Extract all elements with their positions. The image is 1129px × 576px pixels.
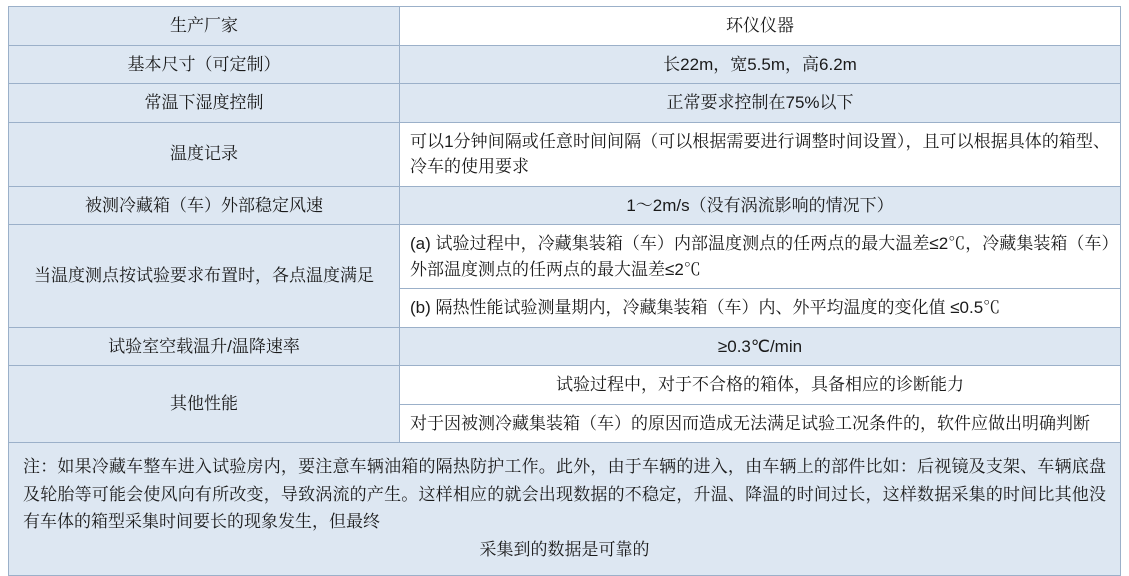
table-row [9, 327, 1121, 366]
row-value: 对于因被测冷藏集装箱（车）的原因而造成无法满足试验工况条件的，软件应做出明确判断 [400, 404, 1121, 443]
row-value: ≥0.3℃/min [400, 327, 1121, 366]
table-row [9, 186, 1121, 225]
table-note-row [9, 443, 1121, 576]
row-value: 试验过程中，对于不合格的箱体，具备相应的诊断能力 [400, 366, 1121, 405]
note-cell [9, 443, 1121, 576]
row-label: 其他性能 [9, 366, 400, 443]
row-value: 环仪仪器 [400, 7, 1121, 46]
row-label: 基本尺寸（可定制） [9, 45, 400, 84]
row-label: 当温度测点按试验要求布置时，各点温度满足 [9, 225, 400, 328]
table-row [9, 225, 1121, 289]
row-label: 生产厂家 [9, 7, 400, 46]
note-last-line: 采集到的数据是可靠的 [479, 539, 650, 559]
table-body [9, 7, 1121, 576]
table-row [9, 122, 1121, 186]
row-label: 温度记录 [9, 122, 400, 186]
row-value: (b) 隔热性能试验测量期内，冷藏集装箱（车）内、外平均温度的变化值 ≤0.5℃ [400, 289, 1121, 328]
row-label: 常温下湿度控制 [9, 84, 400, 123]
table-row [9, 7, 1121, 46]
row-value: 正常要求控制在75%以下 [400, 84, 1121, 123]
table-row [9, 45, 1121, 84]
row-value: (a) 试验过程中，冷藏集装箱（车）内部温度测点的任两点的最大温差≤2℃，冷藏集装箱（车）外部温度测点的任两点的最大温差≤2℃ [400, 225, 1121, 289]
row-value: 可以1分钟间隔或任意时间间隔（可以根据需要进行调整时间设置），且可以根据具体的箱型、冷车的使用要求 [400, 122, 1121, 186]
note-body: 注：如果冷藏车整车进入试验房内，要注意车辆油箱的隔热防护工作。此外，由于车辆的进入，由车辆上的部件比如：后视镜及支架、车辆底盘及轮胎等可能会使风向有所改变，导致涡流的产生。这样相应的就会出现数据的不稳定，升温、降温的时间过长，这样数据采集的时间比其他没有车体的箱型采集时间要长的现象发生，但最终 [23, 457, 1106, 532]
table-row [9, 366, 1121, 405]
row-value: 长22m，宽5.5m，高6.2m [400, 45, 1121, 84]
specification-table [8, 6, 1121, 576]
row-label: 试验室空载温升/温降速率 [9, 327, 400, 366]
row-label: 被测冷藏箱（车）外部稳定风速 [9, 186, 400, 225]
table-row [9, 84, 1121, 123]
row-value: 1～2m/s（没有涡流影响的情况下） [400, 186, 1121, 225]
